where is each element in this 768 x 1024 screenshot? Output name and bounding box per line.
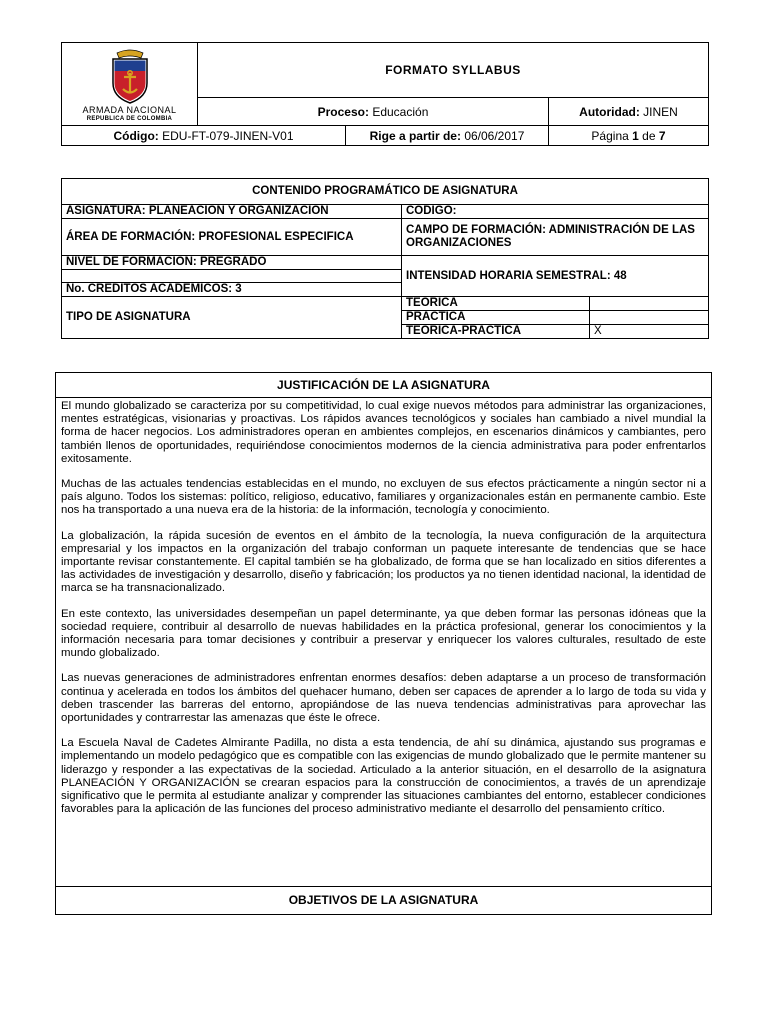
armada-shield-icon (105, 49, 155, 105)
document-header (61, 42, 709, 146)
teorica-mark (590, 297, 709, 311)
rige-label: Rige a partir de: (369, 128, 461, 143)
proceso-value: Educación (372, 104, 429, 119)
justificacion-paragraph: La Escuela Naval de Cadetes Almirante Padilla, no dista a esta tendencia, de ahí su dinámica, ajustando sus programas e implementando un modelo pedagógico que es compatible con las exigencias de mundo globalizado que le permite mantener su liderazgo y responder a las expectativas de la sociedad. Articulado a la anterior situación, en el desarrollo de la asignatura PLANEACIÓN Y ORGANIZACIÓN se crearan espacios para la construcción de conocimientos, a través de un aprendizaje significativo que le permita al estudiante analizar y comprender las situaciones cambiantes del entorno, establecer condiciones favorables para la aplicación de las funciones del proceso administrativo mediante el desarrollo del pensamiento crítico. (61, 737, 706, 816)
pagina-de: de (642, 128, 656, 143)
justificacion-body (56, 398, 711, 816)
codigo-cell (62, 126, 346, 146)
codigo-field: CODIGO: (402, 205, 709, 219)
practica-label: PRÁCTICA (402, 311, 590, 325)
justificacion-paragraph: Muchas de las actuales tendencias establecidas en el mundo, no excluyen de sus efectos prácticamente a ningún sector ni a país alguno. Todos los sistemas: político, religioso, educativo, familiares y organizacionales están en permanente cambio. Este nos ha transportado a una nueva era de la historia: de la información, tecnología y conocimiento. (61, 478, 706, 517)
codigo-value: EDU-FT-079-JINEN-V01 (162, 128, 294, 143)
nivel-field: NIVEL DE FORMACIÓN: PREGRADO (62, 256, 402, 270)
teorica-practica-label: TEÓRICA-PRÁCTICA (402, 325, 590, 339)
document-title: FORMATO SYLLABUS (198, 43, 709, 98)
justificacion-paragraph: El mundo globalizado se caracteriza por su competitividad, lo cual exige nuevos métodos para administrar las organizaciones, mentes estratégicas, visionarias y proactivas. Los rápidos avances tecnológicos y sociales han cambiado a nivel mundial la forma de hacer negocios. Los administradores operan en ambientes complejos, en escenarios dinámicos y cambiantes, pero también llenos de oportunidades, requiriéndose conocimientos modernos de la ciencia administrativa para poder enfrentarlos exitosamente. (61, 400, 706, 465)
teorica-label: TEÓRICA (402, 297, 590, 311)
intensidad-field: INTENSIDAD HORARIA SEMESTRAL: 48 (402, 256, 709, 297)
justificacion-section (55, 372, 712, 915)
contenido-programatico-table (61, 178, 709, 339)
proceso-cell (198, 98, 549, 126)
pagina-total: 7 (658, 128, 666, 143)
pagina-prefix: Página (591, 128, 629, 143)
area-field: ÁREA DE FORMACIÓN: PROFESIONAL ESPECIFICA (62, 219, 402, 256)
justificacion-paragraph: En este contexto, las universidades desempeñan un papel determinante, ya que deben formar las personas idóneas que la sociedad requiere, contribuir al desarrollo de nuevas habilidades en la práctica profesional, generar los conocimientos y la información necesaria para tomar decisiones y contribuir a preservar y enriquecer los valores culturales, resultado de este mundo globalizado. (61, 607, 706, 660)
rige-cell (346, 126, 549, 146)
asignatura-field: ASIGNATURA: PLANEACIÓN Y ORGANIZACIÓN (62, 205, 402, 219)
org-name: ARMADA NACIONAL (82, 105, 177, 115)
contenido-title: CONTENIDO PROGRAMÁTICO DE ASIGNATURA (62, 179, 709, 205)
justificacion-paragraph: La globalización, la rápida sucesión de eventos en el ámbito de la tecnología, la nueva configuración de la arquitectura empresarial y los impactos en la organización del trabajo conforman un paquete interesante de tendencias que se hace importante revisar constantemente. El capital también se ha globalizado, de forma que se han localizado en sitios diferentes a las actividades de investigación y desarrollo, diseño y fabricación; los productos ya no tienen identidad nacional, la identidad de marca se ha transnacionalizado. (61, 529, 706, 595)
creditos-field: No. CRÉDITOS ACADÉMICOS: 3 (62, 283, 402, 297)
codigo-label: Código: (113, 128, 159, 143)
teorica-practica-mark: X (590, 325, 709, 339)
objetivos-title: OBJETIVOS DE LA ASIGNATURA (56, 886, 711, 914)
pagina-cell (549, 126, 709, 146)
justificacion-paragraph: Las nuevas generaciones de administradores enfrentan enormes desafíos: deben adaptarse a un proceso de transformación continua y acelerada en todos los ámbitos del quehacer humano, deben ser capaces de aprender a lo largo de toda su vida y deben trascender las barreras del entorno, apropiándose de las nueva tendencias administrativas para aprovechar las oportunidades y contrarrestar las amenazas que éste le ofrece. (61, 672, 706, 725)
campo-field: CAMPO DE FORMACIÓN: ADMINISTRACIÓN DE LAS ORGANIZACIONES (402, 219, 709, 256)
proceso-label: Proceso: (317, 104, 369, 119)
tipo-asignatura-field: TIPO DE ASIGNATURA (62, 297, 402, 339)
pagina-number: 1 (632, 128, 639, 143)
autoridad-value: JINEN (643, 104, 678, 119)
rige-value: 06/06/2017 (464, 128, 525, 143)
logo-cell (62, 43, 198, 126)
autoridad-label: Autoridad: (579, 104, 640, 119)
org-subtitle: REPUBLICA DE COLOMBIA (86, 116, 173, 122)
autoridad-cell (549, 98, 709, 126)
practica-mark (590, 311, 709, 325)
empty-cell (62, 270, 402, 283)
justificacion-title: JUSTIFICACIÓN DE LA ASIGNATURA (56, 373, 711, 398)
